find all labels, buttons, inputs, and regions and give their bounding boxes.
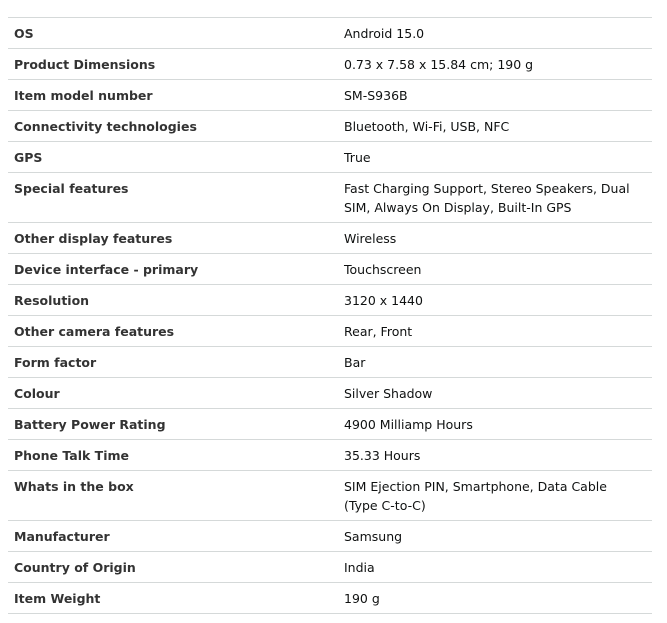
spec-value: SM-S936B bbox=[338, 80, 652, 111]
spec-label: Device interface - primary bbox=[8, 254, 338, 285]
spec-row-item-weight bbox=[8, 583, 652, 614]
spec-value: Bluetooth, Wi-Fi, USB, NFC bbox=[338, 111, 652, 142]
spec-value: True bbox=[338, 142, 652, 173]
spec-label: Special features bbox=[8, 173, 338, 223]
spec-label: Connectivity technologies bbox=[8, 111, 338, 142]
spec-label: Whats in the box bbox=[8, 471, 338, 521]
spec-label: Phone Talk Time bbox=[8, 440, 338, 471]
spec-label: Item model number bbox=[8, 80, 338, 111]
spec-value: Silver Shadow bbox=[338, 378, 652, 409]
spec-value: Fast Charging Support, Stereo Speakers, Dual SIM, Always On Display, Built-In GPS bbox=[338, 173, 652, 223]
spec-label: GPS bbox=[8, 142, 338, 173]
spec-row-product-dimensions bbox=[8, 49, 652, 80]
spec-row-resolution bbox=[8, 285, 652, 316]
spec-value: Touchscreen bbox=[338, 254, 652, 285]
spec-value: SIM Ejection PIN, Smartphone, Data Cable (Type C-to-C) bbox=[338, 471, 652, 521]
spec-label: Manufacturer bbox=[8, 521, 338, 552]
spec-row-special-features bbox=[8, 173, 652, 223]
spec-row-battery-power-rating bbox=[8, 409, 652, 440]
spec-value: Rear, Front bbox=[338, 316, 652, 347]
spec-label: Form factor bbox=[8, 347, 338, 378]
spec-label: OS bbox=[8, 18, 338, 49]
spec-row-country-of-origin bbox=[8, 552, 652, 583]
spec-value: 3120 x 1440 bbox=[338, 285, 652, 316]
spec-label: Product Dimensions bbox=[8, 49, 338, 80]
spec-row-manufacturer bbox=[8, 521, 652, 552]
spec-row-item-model-number bbox=[8, 80, 652, 111]
spec-row-os bbox=[8, 18, 652, 49]
spec-row-device-interface-primary bbox=[8, 254, 652, 285]
spec-value: 35.33 Hours bbox=[338, 440, 652, 471]
spec-value: 0.73 x 7.58 x 15.84 cm; 190 g bbox=[338, 49, 652, 80]
spec-value: 190 g bbox=[338, 583, 652, 614]
spec-label: Battery Power Rating bbox=[8, 409, 338, 440]
spec-row-whats-in-the-box bbox=[8, 471, 652, 521]
spec-label: Other display features bbox=[8, 223, 338, 254]
spec-value: 4900 Milliamp Hours bbox=[338, 409, 652, 440]
spec-row-other-display-features bbox=[8, 223, 652, 254]
product-specifications-table bbox=[8, 17, 652, 614]
spec-label: Country of Origin bbox=[8, 552, 338, 583]
spec-label: Colour bbox=[8, 378, 338, 409]
spec-row-phone-talk-time bbox=[8, 440, 652, 471]
spec-row-gps bbox=[8, 142, 652, 173]
spec-value: Bar bbox=[338, 347, 652, 378]
spec-label: Other camera features bbox=[8, 316, 338, 347]
spec-label: Item Weight bbox=[8, 583, 338, 614]
spec-value: Wireless bbox=[338, 223, 652, 254]
spec-row-other-camera-features bbox=[8, 316, 652, 347]
spec-value: Android 15.0 bbox=[338, 18, 652, 49]
spec-row-connectivity-technologies bbox=[8, 111, 652, 142]
spec-label: Resolution bbox=[8, 285, 338, 316]
spec-value: Samsung bbox=[338, 521, 652, 552]
spec-value: India bbox=[338, 552, 652, 583]
spec-row-colour bbox=[8, 378, 652, 409]
spec-row-form-factor bbox=[8, 347, 652, 378]
